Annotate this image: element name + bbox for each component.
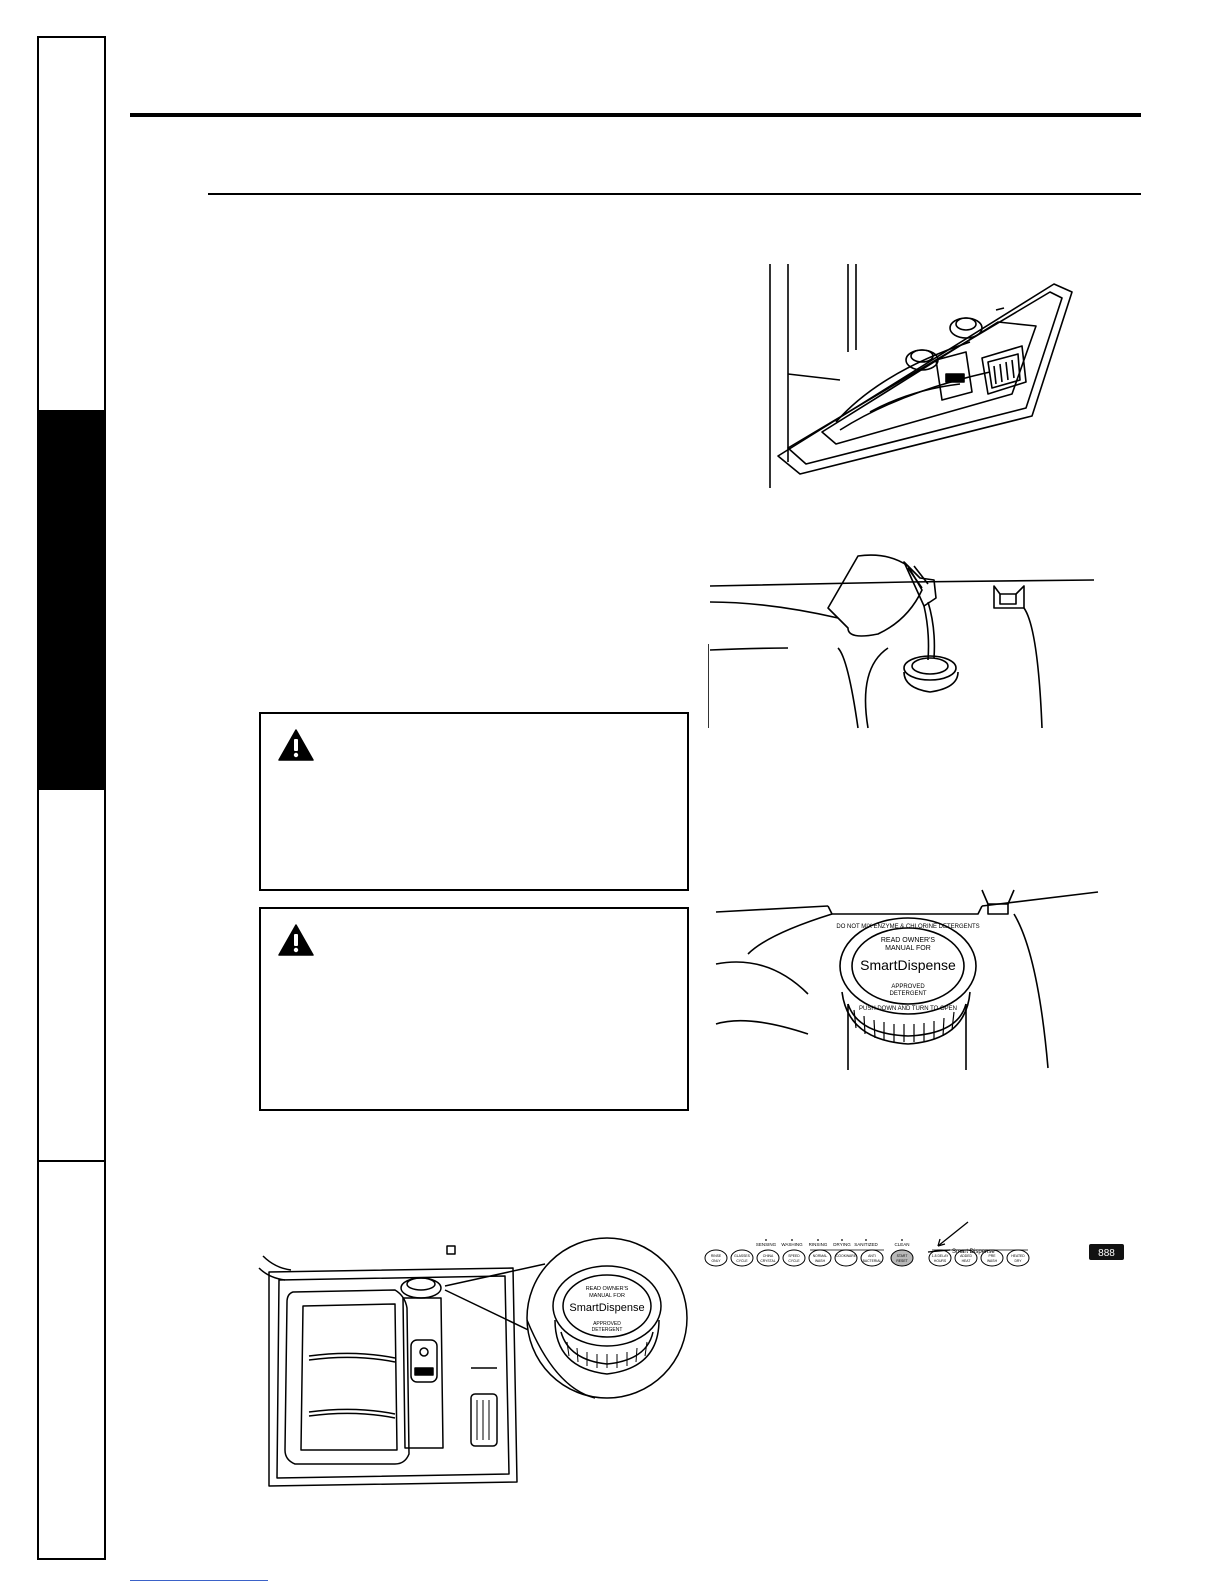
side-tab-3[interactable] <box>39 790 104 1162</box>
panel-button-label: ADDED <box>960 1254 972 1258</box>
dispenser-door-illustration <box>760 262 1090 490</box>
status-indicator-dot <box>841 1239 843 1241</box>
panel-button-china-crystal[interactable] <box>757 1250 779 1266</box>
cycle-time-digits: 888 <box>1098 1248 1115 1259</box>
callout-brand: SmartDispense <box>569 1302 645 1314</box>
panel-button-label: COOKWARE <box>835 1254 857 1258</box>
panel-button-label: ONLY <box>711 1259 721 1263</box>
cap-ring-text: DO NOT MIX ENZYME & CHLORINE DETERGENTS <box>836 924 980 930</box>
panel-button-label: GLASSES <box>734 1254 750 1258</box>
status-label-washing: WASHING <box>781 1242 803 1247</box>
status-indicator-dot <box>765 1239 767 1241</box>
status-label-rinsing: RINSING <box>808 1242 828 1247</box>
side-tab-strip <box>37 36 106 1560</box>
footer-link-underline[interactable] <box>130 1580 268 1581</box>
control-panel-illustration <box>700 1220 1130 1302</box>
panel-button-label: HEAT <box>961 1259 971 1263</box>
panel-button-label: CYCLE <box>736 1259 748 1263</box>
status-label-clean: CLEAN <box>894 1242 910 1247</box>
header-rule <box>130 113 1141 117</box>
callout-approved-1: APPROVED <box>593 1321 621 1327</box>
dispenser-door-cap-callout-illustration <box>255 1228 695 1490</box>
panel-button-cookware[interactable] <box>835 1250 857 1266</box>
callout-approved-2: DETERGENT <box>591 1327 623 1333</box>
cap-bottom-text: PUSH DOWN AND TURN TO OPEN <box>858 1006 958 1012</box>
cap-approved-2: DETERGENT <box>889 991 927 997</box>
smartdispense-indicator-label: Smart Dispense <box>952 1249 995 1255</box>
callout-read-text-1: READ OWNER'S <box>585 1286 629 1292</box>
panel-button-label: 1-8 DELAY <box>931 1254 949 1258</box>
panel-button-label: SPEED <box>788 1254 800 1258</box>
panel-button-label: DRY <box>1014 1259 1022 1263</box>
panel-button-label: WASH <box>986 1259 998 1263</box>
panel-button-glasses-cycle[interactable] <box>731 1250 753 1266</box>
cap-approved-1: APPROVED <box>891 984 925 990</box>
status-label-sensing: SENSING <box>755 1242 777 1247</box>
panel-button-heated-dry[interactable] <box>1007 1250 1029 1266</box>
callout-read-text-2: MANUAL FOR <box>589 1293 625 1299</box>
warning-box-1 <box>259 712 689 891</box>
cap-read-text-1: READ OWNER'S <box>880 937 936 944</box>
side-tab-2-active[interactable] <box>39 412 104 790</box>
panel-button-label: BACTERIAL <box>862 1259 882 1263</box>
panel-button-start-reset[interactable] <box>891 1250 913 1266</box>
cap-brand: SmartDispense <box>860 957 956 973</box>
panel-button-label: CHINA <box>762 1254 774 1258</box>
warning-box-2 <box>259 907 689 1111</box>
section-rule <box>208 193 1141 195</box>
panel-button-label: WASH <box>814 1259 826 1263</box>
status-indicator-dot <box>901 1239 903 1241</box>
panel-button-label: START <box>896 1254 908 1258</box>
panel-button-label: ANTI <box>868 1254 876 1258</box>
panel-button-label: HEATED <box>1011 1254 1025 1258</box>
warning-triangle-icon <box>278 729 314 761</box>
status-indicator-dot <box>865 1239 867 1241</box>
side-tab-4[interactable] <box>39 1162 104 1558</box>
panel-button-rinse-only[interactable] <box>705 1250 727 1266</box>
panel-button-label: HOURS <box>933 1259 947 1263</box>
panel-button-label: NORMAL <box>812 1254 828 1258</box>
cap-read-text-2: MANUAL FOR <box>885 945 931 952</box>
panel-button-label: CRYSTAL <box>760 1259 776 1263</box>
side-tab-1[interactable] <box>39 38 104 412</box>
panel-button-label: PRE <box>988 1254 996 1258</box>
pouring-detergent-illustration <box>708 548 1100 730</box>
panel-button-1-8-delay-hours[interactable] <box>929 1250 951 1266</box>
status-label-drying: DRYING <box>833 1242 851 1247</box>
status-indicator-dot <box>817 1239 819 1241</box>
panel-button-label: CYCLE <box>788 1259 800 1263</box>
panel-button-normal-wash[interactable] <box>809 1250 831 1266</box>
status-indicator-dot <box>791 1239 793 1241</box>
panel-button-speed-cycle[interactable] <box>783 1250 805 1266</box>
panel-button-label: RINSE <box>710 1254 722 1258</box>
panel-button-anti-bacterial[interactable] <box>861 1250 883 1266</box>
panel-button-label: RESET <box>896 1259 908 1263</box>
status-label-sanitized: SANITIZED <box>854 1242 878 1247</box>
smartdispense-cap-illustration <box>708 884 1104 1070</box>
warning-triangle-icon <box>278 924 314 956</box>
